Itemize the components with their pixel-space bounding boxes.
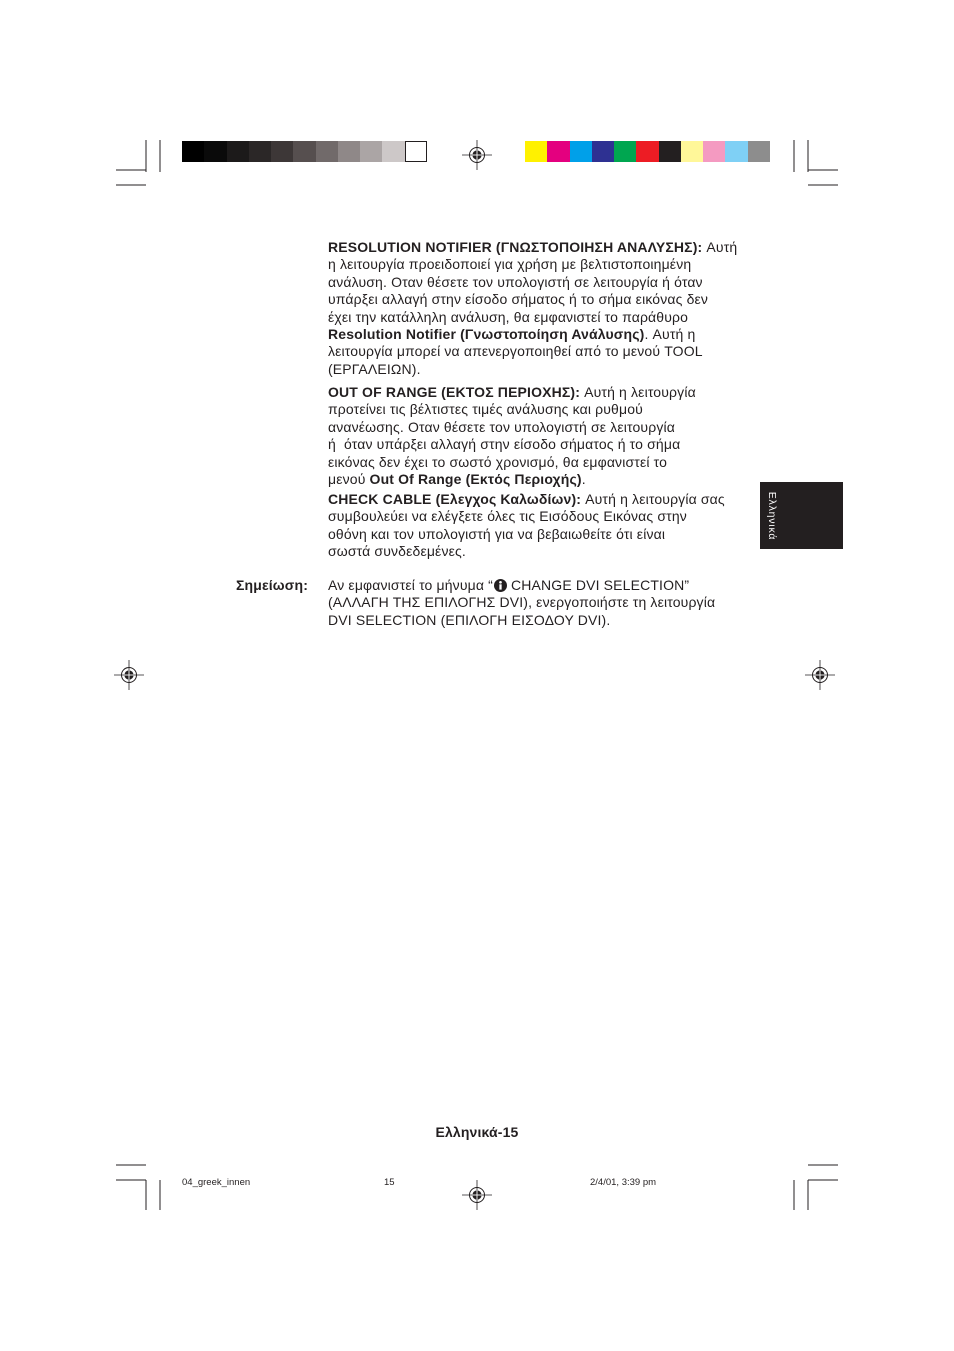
text-run: ή όταν υπάρξει αλλαγή στην είσοδο σήματος ή το σήμα [328, 436, 681, 453]
check-cable-heading: CHECK CABLE (Ελεγχος Καλωδίων): [328, 491, 582, 507]
out-of-range-menu-name: Out Of Range (Εκτός Περιοχής) [369, 470, 582, 487]
out-of-range-paragraph [328, 384, 696, 488]
text-run: έχει την κατάλληλη ανάλυση, θα εμφανιστεί το παράθυρο [328, 308, 689, 325]
resolution-notifier-window-name: Resolution Notifier (Γνωστοποίηση Ανάλυσης) [328, 325, 645, 342]
language-tab [760, 482, 843, 549]
text-line [328, 491, 725, 508]
text-line [328, 291, 737, 308]
text-line [328, 543, 725, 560]
text-line [328, 384, 696, 401]
text-run: συμβουλεύει να ελέγξετε όλες τις Εισόδους Εικόνας στην [328, 508, 687, 525]
text-run: DVI SELECTION (ΕΠΙΛΟΓΗ ΕΙΣΟΔΟΥ DVI). [328, 611, 611, 628]
text-run: ανανέωσης. Οταν θέσετε τον υπολογιστή σε λειτουργία [328, 418, 675, 435]
text-line [328, 256, 737, 273]
language-tab-label: Ελληνικά [766, 491, 778, 541]
text-run: προτείνει τις βέλτιστες τιμές ανάλυσης και ρυθμού [328, 401, 643, 418]
text-run: . Αυτή η [644, 325, 696, 342]
slug-file-name: 04_greek_innen [182, 1177, 251, 1188]
text-run: (ΑΛΛΑΓΗ ΤΗΣ ΕΠΙΛΟΓΗΣ DVI), ενεργοποιήστε τη λειτουργία [328, 594, 716, 611]
text-line [328, 419, 696, 436]
text-run: (ΕΡΓΑΛΕΙΩΝ). [328, 360, 421, 377]
text-run: υπάρξει αλλαγή στην είσοδο σήματος ή το σήμα εικόνας δεν [328, 291, 709, 308]
text-run: εικόνας δεν έχει το σωστό χρονισμό, θα εμφανιστεί το [328, 453, 668, 470]
text-line [328, 274, 737, 291]
text-line [328, 471, 696, 488]
info-icon [494, 579, 507, 592]
text-line [328, 239, 737, 256]
text-line [328, 436, 696, 453]
text-run: οθόνη και τον υπολογιστή για να βεβαιωθείτε ότι είναι [328, 525, 666, 542]
text-run: Αυτή η λειτουργία [580, 384, 696, 400]
text-run: μενού [328, 470, 370, 487]
resolution-notifier-paragraph [328, 239, 737, 378]
text-line [328, 594, 715, 611]
text-run: Αυτή [702, 239, 738, 255]
text-line [328, 401, 696, 418]
text-run: Αυτή η λειτουργία σας [581, 491, 725, 507]
text-line [328, 454, 696, 471]
text-line [328, 612, 715, 629]
check-cable-paragraph [328, 491, 725, 561]
text-line [328, 526, 725, 543]
text-line [328, 577, 715, 594]
text-run: ανάλυση. Οταν θέσετε τον υπολογιστή σε λειτουργία ή όταν [328, 273, 703, 290]
text-run: η λειτουργία προειδοποιεί για χρήση με βελτιστοποιημένη [328, 256, 692, 273]
text-run: λειτουργία μπορεί να απενεργοποιηθεί από το μενού TOOL [328, 343, 703, 360]
note-label: Σημείωση: [236, 577, 309, 593]
text-line [328, 343, 737, 360]
slug-page-number: 15 [384, 1177, 395, 1188]
text-run: CHANGE DVI SELECTION” [506, 577, 690, 593]
text-run: Αν εμφανιστεί το μήνυμα “ [328, 577, 493, 593]
text-line [328, 361, 737, 378]
note-paragraph [328, 577, 715, 629]
text-line [328, 326, 737, 343]
page-number: Ελληνικά-15 [435, 1124, 519, 1140]
text-run: σωστά συνδεδεμένες. [328, 543, 466, 560]
slug-date: 2/4/01, 3:39 pm [590, 1177, 657, 1188]
text-line [328, 508, 725, 525]
text-line [328, 309, 737, 326]
text-run: . [581, 470, 586, 487]
resolution-notifier-heading: RESOLUTION NOTIFIER (ΓΝΩΣΤΟΠΟΙΗΣΗ ΑΝΑΛΥΣΗΣ): [328, 239, 703, 255]
out-of-range-heading: OUT OF RANGE (ΕΚΤΟΣ ΠΕΡΙΟΧΗΣ): [328, 384, 581, 400]
